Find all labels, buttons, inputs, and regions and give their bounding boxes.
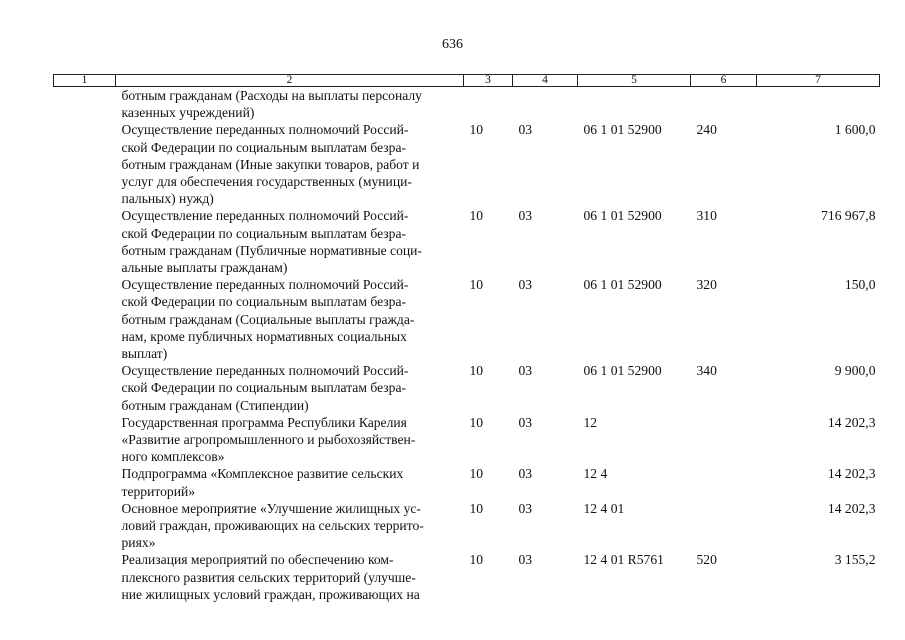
subsection-cell: 03 bbox=[518, 122, 533, 138]
section-cell: 10 bbox=[469, 414, 484, 430]
column-header: 3 bbox=[464, 75, 513, 87]
subsection-cell: 03 bbox=[518, 552, 533, 568]
expense-type-cell: 240 bbox=[696, 122, 717, 138]
subsection-cell: 03 bbox=[518, 208, 533, 224]
target-code-cell: 06 1 01 52900 bbox=[583, 363, 662, 379]
table-row bbox=[54, 465, 880, 499]
subsection-cell: 03 bbox=[518, 466, 533, 482]
row-number-cell bbox=[54, 207, 116, 276]
amount-cell: 1 600,0 bbox=[834, 122, 876, 138]
section-cell: 10 bbox=[469, 277, 484, 293]
expense-type-cell: 320 bbox=[696, 277, 717, 293]
row-number-cell bbox=[54, 465, 116, 499]
table-row bbox=[54, 276, 880, 362]
expense-type-cell bbox=[691, 465, 757, 499]
row-number-cell bbox=[54, 551, 116, 603]
expense-type-cell bbox=[691, 87, 757, 122]
column-header: 2 bbox=[116, 75, 464, 87]
description-cell: Подпрограмма «Комплексное развитие сельских территорий» bbox=[121, 466, 404, 499]
amount-cell: 150,0 bbox=[844, 277, 876, 293]
expense-type-cell: 310 bbox=[696, 208, 717, 224]
section-cell: 10 bbox=[469, 363, 484, 379]
expense-type-cell bbox=[691, 414, 757, 466]
table-row bbox=[54, 87, 880, 122]
section-cell: 10 bbox=[469, 208, 484, 224]
section-cell: 10 bbox=[469, 552, 484, 568]
table-row bbox=[54, 207, 880, 276]
column-number-header bbox=[54, 75, 880, 87]
expense-type-cell bbox=[691, 500, 757, 552]
column-header: 7 bbox=[757, 75, 880, 87]
description-cell: Осуществление переданных полномочий Россий- ской Федерации по социальным выплатам безра- ботным гражданам (Публичные нормативные соци- альные выплаты гражданам) bbox=[121, 208, 422, 276]
section-cell: 10 bbox=[469, 122, 484, 138]
column-header: 1 bbox=[54, 75, 116, 87]
amount-cell: 14 202,3 bbox=[827, 414, 876, 430]
table-row bbox=[54, 414, 880, 466]
table-row bbox=[54, 551, 880, 603]
subsection-cell: 03 bbox=[518, 277, 533, 293]
table-row bbox=[54, 121, 880, 207]
description-cell: ботным гражданам (Расходы на выплаты персоналу казенных учреждений) bbox=[121, 88, 422, 121]
target-code-cell: 06 1 01 52900 bbox=[583, 208, 662, 224]
target-code-cell: 06 1 01 52900 bbox=[583, 277, 662, 293]
subsection-cell: 03 bbox=[518, 363, 533, 379]
column-header: 4 bbox=[513, 75, 578, 87]
expense-type-cell: 520 bbox=[696, 552, 717, 568]
row-number-cell bbox=[54, 362, 116, 414]
subsection-cell: 03 bbox=[518, 414, 533, 430]
page-number: 636 bbox=[442, 37, 463, 52]
amount-cell: 14 202,3 bbox=[827, 500, 876, 516]
target-code-cell bbox=[578, 87, 691, 122]
amount-cell bbox=[757, 87, 880, 122]
description-cell: Осуществление переданных полномочий Россий- ской Федерации по социальным выплатам безра- ботным гражданам (Социальные выплаты гражда- нам, кроме публичных нормативных социальных выплат) bbox=[121, 277, 415, 362]
budget-table bbox=[53, 74, 880, 603]
description-cell: Основное мероприятие «Улучшение жилищных ус- ловий граждан, проживающих на сельских террито- риях» bbox=[121, 500, 424, 551]
column-header: 6 bbox=[691, 75, 757, 87]
row-number-cell bbox=[54, 500, 116, 552]
target-code-cell: 12 4 01 R5761 bbox=[583, 552, 664, 568]
row-number-cell bbox=[54, 121, 116, 207]
section-cell: 10 bbox=[469, 466, 484, 482]
description-cell: Государственная программа Республики Карелия «Развитие агропромышленного и рыбохозяйствен- ного комплексов» bbox=[121, 414, 416, 465]
table-row bbox=[54, 500, 880, 552]
section-cell bbox=[464, 87, 513, 122]
amount-cell: 9 900,0 bbox=[834, 363, 876, 379]
row-number-cell bbox=[54, 87, 116, 122]
target-code-cell: 12 4 01 bbox=[583, 500, 625, 516]
description-cell: Реализация мероприятий по обеспечению ком- плексного развития сельских территорий (улучше- ние жилищных условий граждан, проживающих на bbox=[121, 552, 420, 602]
target-code-cell: 12 4 bbox=[583, 466, 608, 482]
table-row bbox=[54, 362, 880, 414]
row-number-cell bbox=[54, 276, 116, 362]
row-number-cell bbox=[54, 414, 116, 466]
amount-cell: 716 967,8 bbox=[821, 208, 876, 224]
subsection-cell bbox=[513, 87, 578, 122]
description-cell: Осуществление переданных полномочий Россий- ской Федерации по социальным выплатам безра- ботным гражданам (Стипендии) bbox=[121, 363, 409, 413]
target-code-cell: 12 bbox=[583, 414, 598, 430]
expense-type-cell: 340 bbox=[696, 363, 717, 379]
amount-cell: 14 202,3 bbox=[827, 466, 876, 482]
column-header: 5 bbox=[578, 75, 691, 87]
target-code-cell: 06 1 01 52900 bbox=[583, 122, 662, 138]
subsection-cell: 03 bbox=[518, 500, 533, 516]
amount-cell: 3 155,2 bbox=[834, 552, 876, 568]
description-cell: Осуществление переданных полномочий Россий- ской Федерации по социальным выплатам безра- ботным гражданам (Иные закупки товаров, работ и услуг для обеспечения государственных (муници- пальных) нужд) bbox=[121, 122, 420, 207]
section-cell: 10 bbox=[469, 500, 484, 516]
